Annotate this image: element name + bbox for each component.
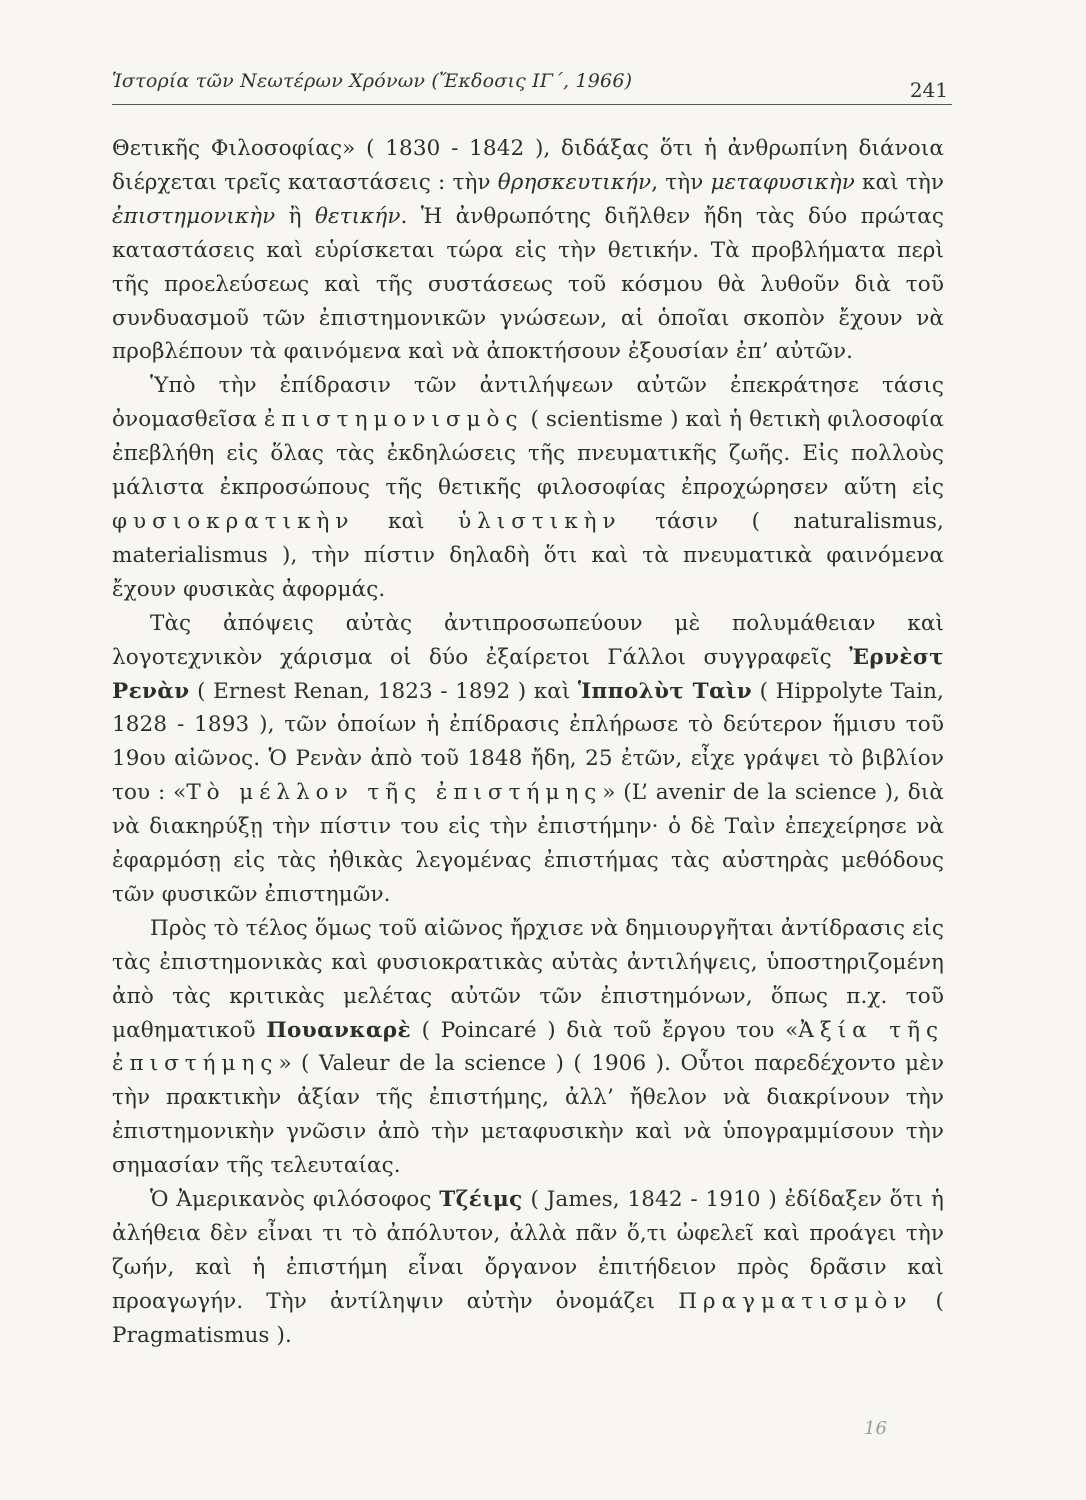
spaced-term: ἐπιστημονισμὸς — [263, 407, 524, 433]
bold-name: Ἱππολὺτ Ταὶν — [577, 678, 753, 704]
text-run: καὶ τὴν — [854, 169, 944, 195]
header-rule — [112, 104, 952, 105]
paragraph-2 — [112, 369, 944, 606]
text-run: ἢ — [275, 203, 315, 229]
text-run: καὶ — [354, 508, 459, 534]
body-text — [112, 132, 944, 1353]
paragraph-3 — [112, 607, 944, 912]
running-title: Ἱστορία τῶν Νεωτέρων Χρόνων (Ἔκδοσις ΙΓ΄, 1966) — [112, 70, 633, 92]
text-run: Ὑπὸ τὴν ἐπίδρασιν τῶν ἀντιλήψεων αὐτῶν ἐπεκράτησε τάσις ὀνομασθεῖσα — [112, 373, 944, 433]
italic-term: ἐπιστημονικὴν — [112, 203, 276, 229]
bold-name: Ἐρνὲστ Ρενὰν — [112, 644, 944, 704]
running-header — [112, 60, 952, 100]
text-run: » ( Valeur de la science ) ( 1906 ). Οὗτοι παρεδέχοντο μὲν τὴν πρακτικὴν ἀξίαν τῆς ἐπιστήμης, ἀλλ’ ἤθελον νὰ διακρίνουν τὴν ἐπιστημονικὴν γνῶσιν ἀπὸ τὴν μεταφυσικὴν καὶ νὰ ὑπογραμμίσουν τὴν σημασίαν τῆς τελευταίας. — [112, 1051, 944, 1179]
text-run: τάσιν ( naturalismus, materialismus ), τὴν πίστιν δηλαδὴ ὅτι καὶ τὰ πνευματικὰ φαινόμενα ἔχουν φυσικὰς ἀφορμάς. — [112, 508, 944, 602]
bold-name: Τζέιμς — [439, 1187, 523, 1213]
italic-term: θετικήν — [314, 203, 401, 229]
italic-term: μεταφυσικὴν — [710, 169, 855, 195]
spaced-title: Ἀξία τῆς ἐπιστήμης — [112, 1017, 945, 1077]
text-run: Τὰς ἀπόψεις αὐτὰς ἀντιπροσωπεύουν μὲ πολυμάθειαν καὶ λογοτεχνικὸν χάρισμα οἱ δύο ἐξαίρετοι Γάλλοι συγγραφεῖς — [112, 610, 944, 670]
paragraph-1 — [112, 132, 944, 369]
bold-name: Πουανκαρὲ — [266, 1017, 411, 1043]
text-run: , τὴν — [651, 169, 711, 195]
text-run: ( Poincaré ) διὰ τοῦ ἔργου του « — [410, 1017, 799, 1043]
paragraph-4 — [112, 912, 944, 1183]
italic-term: θρησκευτικήν — [497, 169, 652, 195]
text-run: » (L’ avenir de la science ), διὰ νὰ διακηρύξῃ τὴν πίστιν του εἰς τὴν ἐπιστήμην· ὁ δὲ Ταὶν ἐπεχείρησε νὰ ἐφαρμόσῃ εἰς τὰς ἠθικὰς λεγομένας ἐπιστήμας τὰς αὐστηρὰς μεθόδους τῶν φυσικῶν ἐπιστημῶν. — [112, 780, 944, 907]
text-run: Πρὸς τὸ τέλος ὅμως τοῦ αἰῶνος ἤρχισε νὰ δημιουργῆται ἀντίδρασις εἰς τὰς ἐπιστημονικὰς καὶ φυσιοκρατικὰς αὐτὰς ἀντιλήψεις, ὑποστηριζομένη ἀπὸ τὰς κριτικὰς μελέτας αὐτῶν τῶν ἐπιστημόνων, ὅπως π.χ. τοῦ μαθηματικοῦ — [112, 915, 944, 1043]
text-run: ( Hippolyte Tain, 1828 - 1893 ), τῶν ὁποίων ἡ ἐπίδρασις ἐπλήρωσε τὸ δεύτερον ἥμισυ τοῦ 19ου αἰῶνος. Ὁ Ρενὰν ἀπὸ τοῦ 1848 ἤδη, 25 ἐτῶν, εἶχε γράψει τὸ βιβλίον του : « — [112, 678, 944, 806]
paragraph-5 — [112, 1183, 944, 1353]
text-run: ( Pragmatismus ). — [112, 1288, 944, 1348]
text-run: ( Ernest Renan, 1823 - 1892 ) καὶ — [189, 678, 578, 704]
text-run: ( James, 1842 - 1910 ) ἐδίδαξεν ὅτι ἡ ἀλήθεια δὲν εἶναι τι τὸ ἀπόλυτον, ἀλλὰ πᾶν ὅ,τι ὠφελεῖ καὶ προάγει τὴν ζωήν, καὶ ἡ ἐπιστήμη εἶναι ὄργανον ἐπιτήδειον πρὸς δρᾶσιν καὶ προαγωγήν. Τὴν ἀντίληψιν αὐτὴν ὀνομάζει — [112, 1187, 944, 1314]
text-run: Ὁ Ἀμερικανὸς φιλόσοφος — [150, 1187, 440, 1213]
page-number: 241 — [909, 78, 948, 102]
signature-mark: 16 — [864, 1418, 887, 1439]
spaced-term: ὑλιστικὴν — [458, 508, 622, 534]
text-run: . Ἡ ἀνθρωπότης διῆλθεν ἤδη τὰς δύο πρώτας καταστάσεις καὶ εὑρίσκεται τώρα εἰς τὴν θετικήν. Τὰ προβλήματα περὶ τῆς προελεύσεως καὶ τῆς συστάσεως τοῦ κόσμου θὰ λυθοῦν διὰ τοῦ συνδυασμοῦ τῶν ἐπιστημονικῶν γνώσεων, αἱ ὁποῖαι σκοπὸν ἔχουν νὰ προβλέπουν τὰ φαινόμενα καὶ νὰ ἀποκτήσουν ἐξουσίαν ἐπ’ αὐτῶν. — [112, 203, 944, 365]
text-run: Θετικῆς Φιλοσοφίας» ( 1830 - 1842 ), διδάξας ὅτι ἡ ἀνθρωπίνη διάνοια διέρχεται τρεῖς καταστάσεις : τὴν — [112, 136, 944, 195]
spaced-title: Τὸ μέλλον τῆς ἐπιστήμης — [186, 780, 603, 806]
spaced-term: Πραγματισμὸν — [678, 1288, 913, 1314]
text-run: ( scientisme ) καὶ ἡ θετικὴ φιλοσοφία ἐπεβλήθη εἰς ὅλας τὰς ἐκδηλώσεις τῆς πνευματικῆς ζωῆς. Εἰς πολλοὺς μάλιστα ἐκπροσώπους τῆς θετικῆς φιλοσοφίας ἐπροχώρησεν αὕτη εἰς — [112, 407, 944, 501]
spaced-term: φυσιοκρατικὴν — [112, 508, 355, 534]
